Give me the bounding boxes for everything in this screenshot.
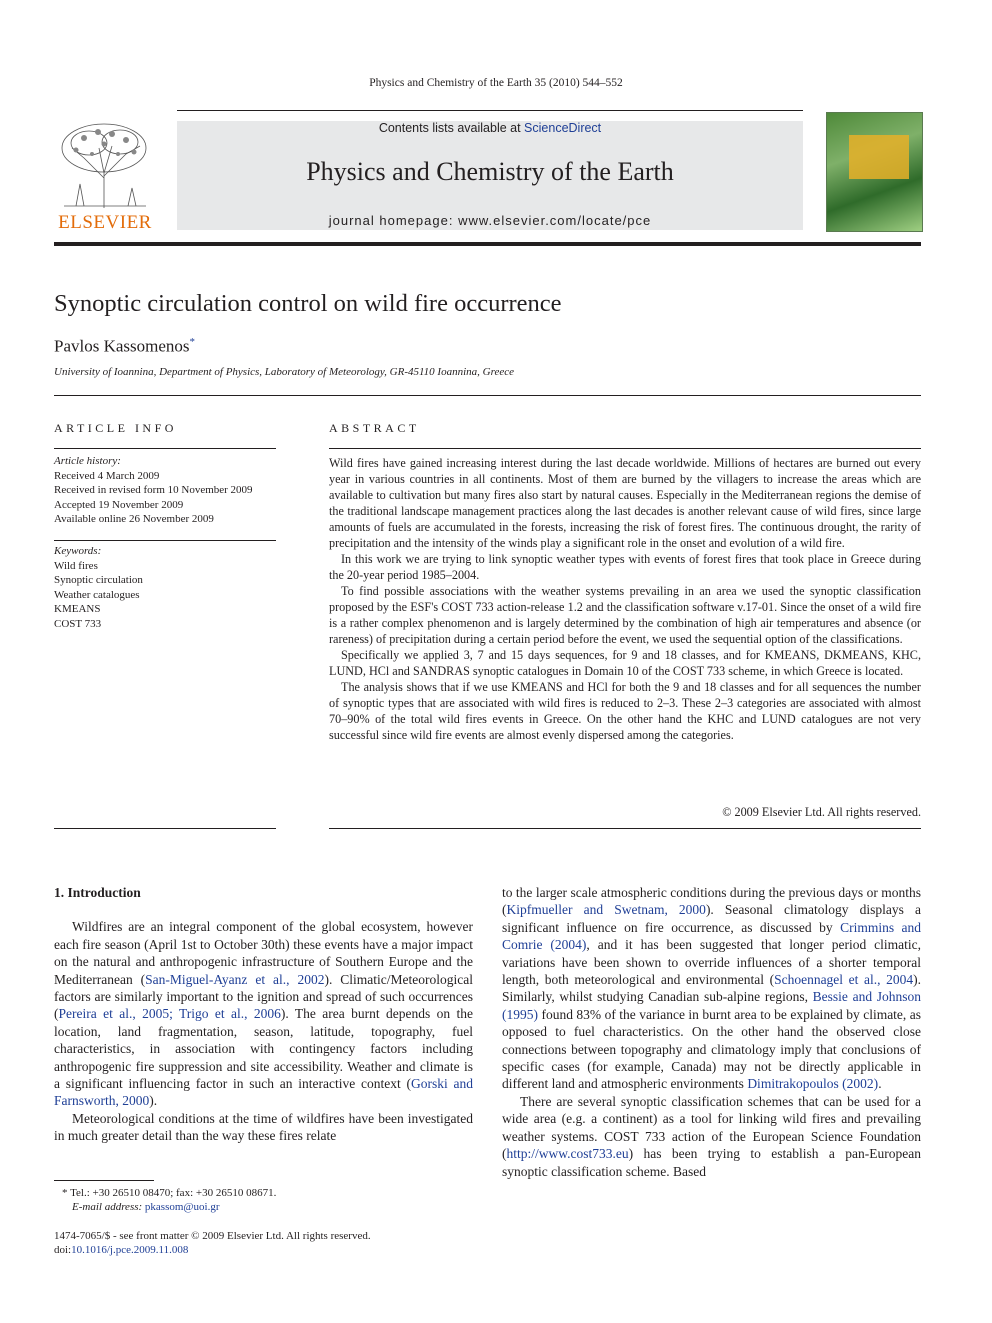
body-text: ). The area burnt depends on the location, land fragmentation, season, latitude, topography, fuel characteristics, in association with contingency factors including anthropogenic fire suppression and site accessibility. Weather and climate is a significant influencing factor in such an interactive context ( bbox=[54, 1006, 473, 1092]
citation-link[interactable]: Dimitrakopoulos (2002) bbox=[747, 1076, 879, 1092]
body-text: to the larger scale atmospheric conditions during the previous days or months ( bbox=[502, 885, 921, 918]
footnote-mark: * bbox=[62, 1187, 68, 1199]
keyword: KMEANS bbox=[54, 603, 101, 615]
body-text: . bbox=[878, 1076, 882, 1092]
journal-banner bbox=[177, 121, 803, 230]
article-info-heading: ARTICLE INFO bbox=[54, 421, 177, 435]
footnote-contact bbox=[54, 1186, 473, 1200]
history-item: Accepted 19 November 2009 bbox=[54, 498, 184, 511]
body-column-right bbox=[502, 884, 921, 1180]
keyword: Weather catalogues bbox=[54, 588, 140, 601]
citation-link[interactable]: Gorski and Farnsworth, 2000 bbox=[54, 1076, 473, 1109]
body-text: ) has been trying to establish a pan-European synoptic classification scheme. Based bbox=[502, 1146, 921, 1179]
body-paragraph bbox=[54, 918, 473, 1109]
footnote-tel: Tel.: +30 26510 08470; fax: +30 26510 08671. bbox=[70, 1187, 277, 1199]
abstract-paragraph: Specifically we applied 3, 7 and 15 days sequences, for 9 and 18 classes, and for KMEANS, DKMEANS, KHC, LUND, HCl and SANDRAS synoptic catalogues in Domain 10 of the COST 733 scheme, in which Greece is located. bbox=[329, 648, 921, 678]
author-footnote-mark[interactable]: * bbox=[189, 336, 196, 348]
abstract-copyright: © 2009 Elsevier Ltd. All rights reserved. bbox=[722, 805, 921, 819]
email-label: E-mail address: bbox=[72, 1201, 145, 1213]
citation-link[interactable]: Crimmins and Comrie (2004) bbox=[502, 919, 922, 953]
homepage-prefix: journal homepage: bbox=[328, 213, 459, 228]
footnote-email-line bbox=[54, 1200, 473, 1214]
journal-citation: Physics and Chemistry of the Earth 35 (2010) 544–552 bbox=[369, 77, 623, 89]
body-text: ). Similarly, whilst studying Canadian sub-alpine regions, bbox=[502, 972, 921, 1005]
keyword: Synoptic circulation bbox=[54, 574, 143, 586]
author-footnote bbox=[54, 1186, 473, 1214]
history-item: Received 4 March 2009 bbox=[54, 469, 160, 482]
citation-link[interactable]: San-Miguel-Ayanz et al., 2002 bbox=[145, 971, 325, 987]
header-thick-rule bbox=[54, 242, 921, 246]
journal-cover-thumbnail bbox=[826, 112, 923, 232]
abstract-rule bbox=[329, 448, 921, 449]
author-line bbox=[54, 336, 195, 357]
body-text: , and it has been suggested that longer period climatic, variations have been shown to override influences of a shorter temporal length, both meteorological and environmental ( bbox=[502, 937, 921, 988]
abstract-paragraph: In this work we are trying to link synoptic weather types with events of forest fires that took place in Greece during the 20-year period 1985–2004. bbox=[329, 552, 921, 582]
citation-link[interactable]: Schoennagel et al., 2004 bbox=[774, 972, 914, 988]
abstract-bottom-rule bbox=[329, 828, 921, 829]
abstract-text bbox=[329, 455, 921, 743]
keyword: Wild fires bbox=[54, 559, 98, 572]
author-name[interactable]: Pavlos Kassomenos bbox=[54, 336, 190, 356]
section-heading: 1. Introduction bbox=[54, 885, 141, 900]
article-history bbox=[54, 454, 276, 527]
abstract-paragraph: To find possible associations with the weather systems prevailing in an area we used the synoptic classification proposed by the ESF's COST 733 action-release 1.2 and the classification software v.17-01. Since the onset of a wild fire is a rather complex phenomenon and is largely determined by the combination of high air temperatures and absence (or rareness) of precipitation during a certain period before the event, we used the sequential option of the classifications. bbox=[329, 584, 921, 646]
body-text: ). Seasonal climatology displays a significant influence on fire occurrence, as discussed by bbox=[502, 902, 921, 935]
abstract-heading: ABSTRACT bbox=[329, 421, 420, 435]
abstract-paragraph: Wild fires have gained increasing interest during the last decade worldwide. Millions of hectares are burned out every year in various countries in all continents. Most of them are burned by the villagers to increase the areas which are available to cultivation but many fires also start by natural causes. Especially in the Mediterranean regions the demise of the traditional landscape management practices along the last decades is another relevant cause of wild fires, since large amounts of fuels are accumulated in the forests, increasing the risk of forest fires. The continuous drought, the rarity of precipitation and the intensity of the winds play a significant role in the onset and evolution of a wild fire. bbox=[329, 456, 921, 550]
affiliation: University of Ioannina, Department of Physics, Laboratory of Meteorology, GR-45110 Ioannina, Greece bbox=[54, 366, 514, 378]
issn-line: 1474-7065/$ - see front matter © 2009 Elsevier Ltd. All rights reserved. bbox=[54, 1230, 371, 1242]
doi-line bbox=[54, 1243, 473, 1257]
homepage-url[interactable]: www.elsevier.com/locate/pce bbox=[458, 213, 652, 228]
doi-prefix: doi: bbox=[54, 1244, 72, 1256]
sciencedirect-link[interactable]: ScienceDirect bbox=[524, 121, 602, 135]
article-info-rule bbox=[54, 448, 276, 449]
journal-title: Physics and Chemistry of the Earth bbox=[306, 157, 674, 186]
author-email-link[interactable]: pkassom@uoi.gr bbox=[144, 1201, 220, 1213]
body-column-left bbox=[54, 884, 473, 1145]
cover-title-block bbox=[849, 135, 909, 179]
body-paragraph bbox=[502, 884, 921, 1093]
body-text: There are several synoptic classification schemes that can be used for a wide area (e.g. a continent) as a tool for linking wild fires and prevailing weather systems. COST 733 action of the European Science Foundation ( bbox=[502, 1093, 921, 1162]
history-label: Article history: bbox=[54, 455, 121, 467]
article-info-bottom-rule bbox=[54, 828, 276, 829]
elsevier-tree-icon bbox=[54, 118, 156, 210]
body-text: Wildfires are an integral component of the global ecosystem, however each fire season (April 1st to October 30th) these events have a major impact on the natural and anthropogenic infrastructure of Southern Europe and the Mediterranean ( bbox=[54, 919, 473, 987]
abstract-paragraph: The analysis shows that if we use KMEANS and HCl for both the 9 and 18 classes and for all sequences the number of synoptic types that are associated with wild fires is reduced to 2–3. These 2–3 categories are associated with almost 70–90% of the total wild fires events in Greece. On the other hand the KHC and LUND catalogues are not very successful since wild fire events are almost evenly dispersed among the categories. bbox=[329, 680, 921, 742]
header-rule bbox=[177, 110, 803, 111]
body-paragraph bbox=[502, 1093, 921, 1180]
history-item: Received in revised form 10 November 2009 bbox=[54, 484, 253, 496]
front-matter bbox=[54, 1229, 473, 1257]
citation-link[interactable]: http://www.cost733.eu bbox=[506, 1146, 629, 1162]
contents-line bbox=[177, 121, 803, 135]
keywords-label: Keywords: bbox=[54, 545, 102, 557]
citation-link[interactable]: Pereira et al., 2005; Trigo et al., 2006 bbox=[58, 1006, 281, 1022]
body-text: Meteorological conditions at the time of wildfires have been investigated in much greater detail than the way these fires relate bbox=[54, 1110, 473, 1144]
article-title: Synoptic circulation control on wild fire occurrence bbox=[54, 290, 562, 317]
doi-link[interactable]: 10.1016/j.pce.2009.11.008 bbox=[71, 1244, 189, 1256]
article-info-divider bbox=[54, 540, 276, 541]
publisher-name: ELSEVIER bbox=[58, 212, 152, 233]
footnote-rule bbox=[54, 1180, 154, 1181]
citation-link[interactable]: Kipfmueller and Swetnam, 2000 bbox=[506, 902, 706, 918]
keyword: COST 733 bbox=[54, 617, 102, 630]
body-text: found 83% of the variance in burnt area to be explained by climate, as opposed to fuel characteristics. On the other hand the observed close connections between topography and climatology imply that conclusions of specific cases (for example, Canada) may not be directly applicable in different land and atmospheric environments bbox=[502, 1006, 921, 1092]
body-text: ). Climatic/Meteorological factors are similarly important to the ignition and spread of such occurrences ( bbox=[54, 971, 473, 1022]
journal-homepage bbox=[177, 213, 803, 228]
affiliation-rule bbox=[54, 395, 921, 396]
history-item: Available online 26 November 2009 bbox=[54, 513, 214, 525]
keywords-block bbox=[54, 544, 276, 631]
citation-link[interactable]: Bessie and Johnson (1995) bbox=[502, 989, 922, 1022]
contents-prefix: Contents lists available at bbox=[378, 121, 525, 135]
elsevier-logo bbox=[54, 118, 156, 234]
body-paragraph bbox=[54, 1110, 473, 1145]
body-text: ). bbox=[149, 1093, 158, 1109]
